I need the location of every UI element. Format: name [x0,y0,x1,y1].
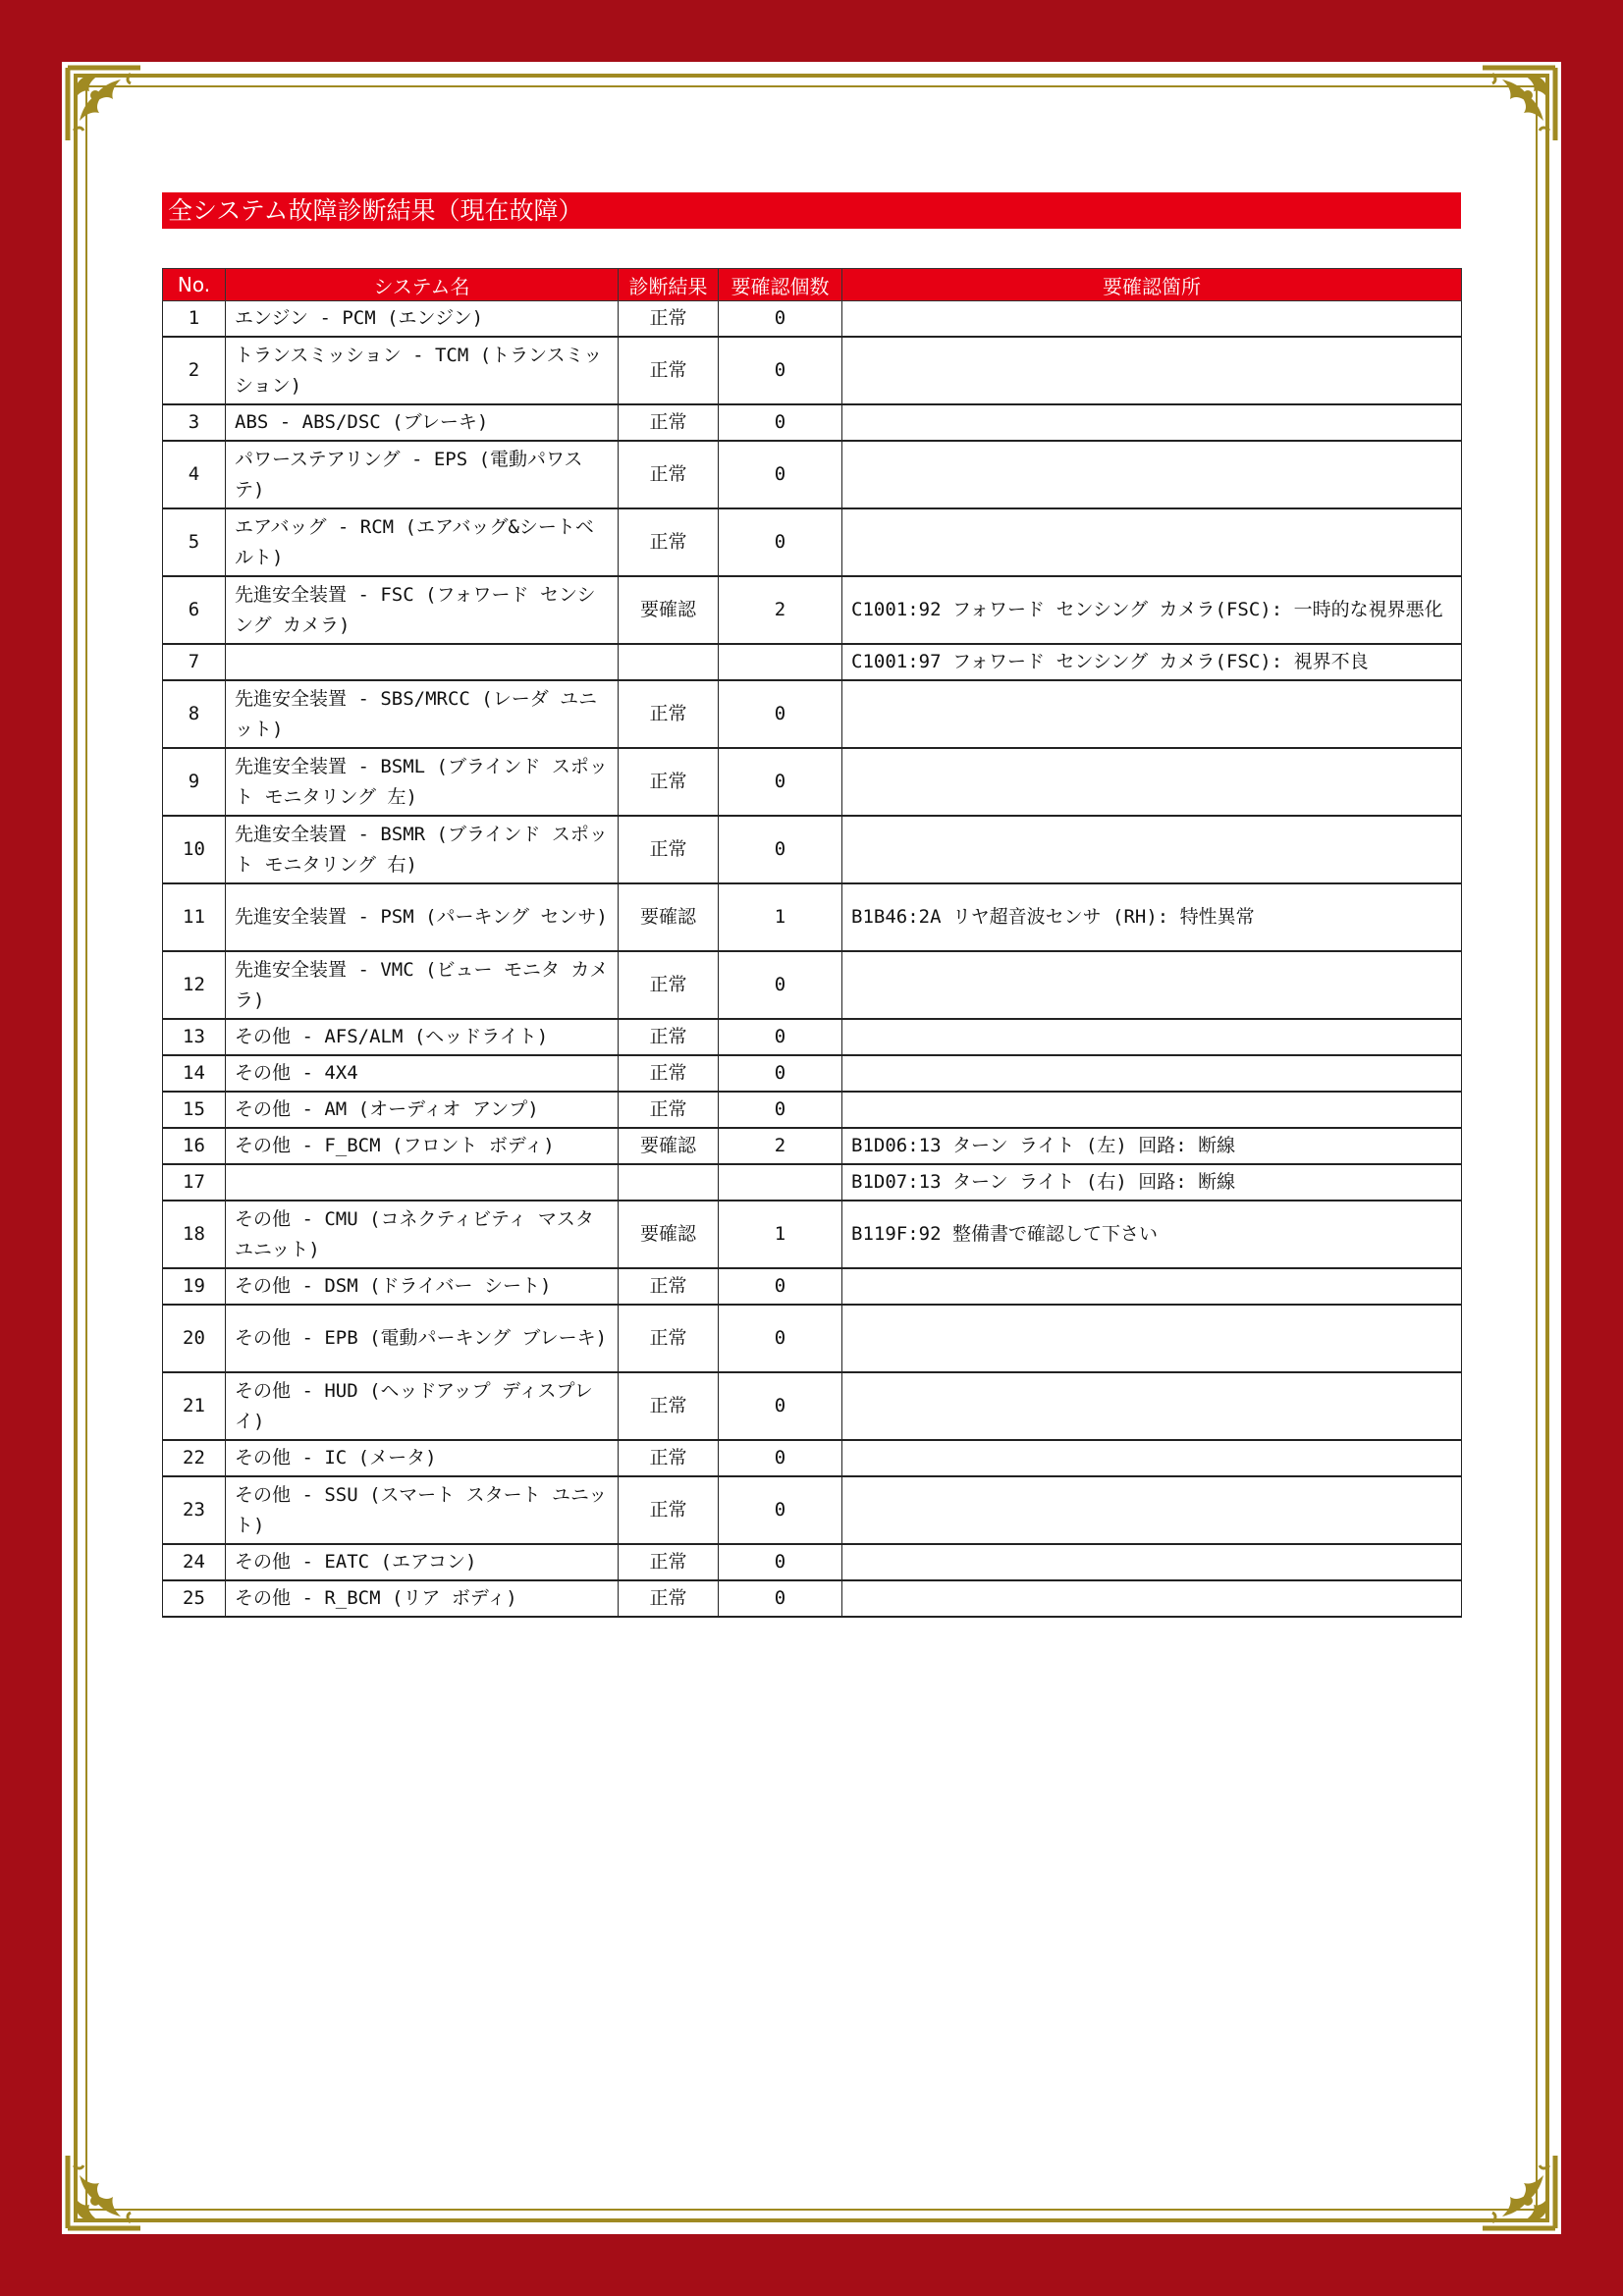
row-no: 12 [163,951,226,1019]
row-count: 0 [719,441,842,508]
row-no: 23 [163,1476,226,1544]
header-result: 診断結果 [619,269,719,301]
row-no: 4 [163,441,226,508]
row-count: 0 [719,1092,842,1128]
row-no: 1 [163,301,226,338]
row-location [842,1092,1462,1128]
table-row [163,576,1462,644]
row-system: その他 - SSU (スマート スタート ユニット) [226,1476,619,1544]
row-result: 正常 [619,1372,719,1440]
row-location [842,508,1462,576]
row-system: その他 - CMU (コネクティビティ マスタ ユニット) [226,1201,619,1268]
row-count: 0 [719,680,842,748]
row-no: 9 [163,748,226,816]
row-count: 2 [719,1128,842,1164]
row-system [226,644,619,680]
table-row [163,441,1462,508]
header-no: No. [163,269,226,301]
row-system: トランスミッション - TCM (トランスミッション) [226,337,619,404]
row-location [842,1476,1462,1544]
row-no: 17 [163,1164,226,1201]
row-no: 8 [163,680,226,748]
row-count: 0 [719,1305,842,1372]
row-location: B1D07:13 ターン ライト (右) 回路: 断線 [842,1164,1462,1201]
row-result [619,1164,719,1201]
header-system-name: システム名 [226,269,619,301]
row-system [226,1164,619,1201]
table-row [163,1019,1462,1055]
corner-ornament-icon [62,2150,146,2234]
table-row [163,1055,1462,1092]
row-result: 要確認 [619,1201,719,1268]
row-count: 1 [719,883,842,951]
row-system: 先進安全装置 - BSMR (ブラインド スポット モニタリング 右) [226,816,619,883]
row-no: 13 [163,1019,226,1055]
table-row [163,680,1462,748]
row-no: 22 [163,1440,226,1476]
row-result: 正常 [619,1440,719,1476]
table-row [163,1305,1462,1372]
row-count: 0 [719,1440,842,1476]
row-no: 7 [163,644,226,680]
row-location [842,1268,1462,1305]
row-result: 正常 [619,1580,719,1617]
row-count: 0 [719,951,842,1019]
row-result: 正常 [619,1476,719,1544]
header-location: 要確認箇所 [842,269,1462,301]
row-result: 正常 [619,508,719,576]
row-system: 先進安全装置 - PSM (パーキング センサ) [226,883,619,951]
row-count: 0 [719,1268,842,1305]
row-location [842,301,1462,338]
table-row [163,748,1462,816]
table-row [163,644,1462,680]
row-result: 正常 [619,301,719,338]
report-title: 全システム故障診断結果（現在故障） [162,192,1461,229]
row-location [842,1580,1462,1617]
row-location [842,1055,1462,1092]
table-row [163,301,1462,338]
table-row [163,1128,1462,1164]
row-no: 16 [163,1128,226,1164]
table-row [163,883,1462,951]
table-row [163,1476,1462,1544]
row-result: 要確認 [619,576,719,644]
row-result: 正常 [619,1268,719,1305]
row-result: 要確認 [619,883,719,951]
row-system: その他 - AFS/ALM (ヘッドライト) [226,1019,619,1055]
row-count: 0 [719,508,842,576]
row-location [842,441,1462,508]
row-no: 25 [163,1580,226,1617]
row-count: 1 [719,1201,842,1268]
row-no: 15 [163,1092,226,1128]
row-location [842,1372,1462,1440]
row-location: C1001:97 フォワード センシング カメラ(FSC): 視界不良 [842,644,1462,680]
row-location [842,816,1462,883]
row-count: 0 [719,1372,842,1440]
row-result: 正常 [619,441,719,508]
row-system: その他 - R_BCM (リア ボディ) [226,1580,619,1617]
row-no: 21 [163,1372,226,1440]
row-count: 0 [719,816,842,883]
table-row [163,508,1462,576]
row-result [619,644,719,680]
row-count: 0 [719,301,842,338]
row-location: B1B46:2A リヤ超音波センサ (RH): 特性異常 [842,883,1462,951]
row-result: 正常 [619,1055,719,1092]
row-system: エンジン - PCM (エンジン) [226,301,619,338]
row-result: 正常 [619,1544,719,1580]
row-count: 2 [719,576,842,644]
row-location: B119F:92 整備書で確認して下さい [842,1201,1462,1268]
row-system: その他 - EPB (電動パーキング ブレーキ) [226,1305,619,1372]
row-location [842,951,1462,1019]
table-row [163,1201,1462,1268]
table-row [163,1164,1462,1201]
row-result: 正常 [619,951,719,1019]
table-row [163,1268,1462,1305]
row-system: エアバッグ - RCM (エアバッグ&シートベルト) [226,508,619,576]
row-system: ABS - ABS/DSC (ブレーキ) [226,404,619,441]
row-result: 正常 [619,816,719,883]
row-no: 14 [163,1055,226,1092]
row-count: 0 [719,1544,842,1580]
row-no: 19 [163,1268,226,1305]
table-row [163,1440,1462,1476]
row-location [842,1440,1462,1476]
row-no: 11 [163,883,226,951]
row-result: 正常 [619,1092,719,1128]
row-count: 0 [719,1055,842,1092]
row-no: 6 [163,576,226,644]
row-result: 正常 [619,1019,719,1055]
row-no: 10 [163,816,226,883]
header-count: 要確認個数 [719,269,842,301]
row-location: B1D06:13 ターン ライト (左) 回路: 断線 [842,1128,1462,1164]
table-row [163,1580,1462,1617]
row-count: 0 [719,337,842,404]
row-system: その他 - HUD (ヘッドアップ ディスプレイ) [226,1372,619,1440]
table-header-row [163,269,1462,301]
corner-ornament-icon [1477,2150,1561,2234]
row-result: 正常 [619,337,719,404]
table-row [163,1092,1462,1128]
row-location: C1001:92 フォワード センシング カメラ(FSC): 一時的な視界悪化 [842,576,1462,644]
table-row [163,404,1462,441]
row-system: その他 - EATC (エアコン) [226,1544,619,1580]
row-count [719,644,842,680]
row-location [842,1305,1462,1372]
table-row [163,1544,1462,1580]
row-system: その他 - IC (メータ) [226,1440,619,1476]
row-location [842,680,1462,748]
row-system: その他 - F_BCM (フロント ボディ) [226,1128,619,1164]
row-count: 0 [719,1580,842,1617]
row-system: 先進安全装置 - FSC (フォワード センシング カメラ) [226,576,619,644]
table-row [163,1372,1462,1440]
row-system: その他 - 4X4 [226,1055,619,1092]
row-location [842,1019,1462,1055]
row-system: 先進安全装置 - BSML (ブラインド スポット モニタリング 左) [226,748,619,816]
row-no: 24 [163,1544,226,1580]
row-no: 18 [163,1201,226,1268]
table-row [163,337,1462,404]
row-location [842,748,1462,816]
row-location [842,337,1462,404]
corner-ornament-icon [62,62,146,146]
row-count: 0 [719,748,842,816]
row-result: 正常 [619,404,719,441]
row-no: 20 [163,1305,226,1372]
row-result: 正常 [619,748,719,816]
table-row [163,816,1462,883]
table-row [163,951,1462,1019]
row-system: その他 - AM (オーディオ アンプ) [226,1092,619,1128]
row-count: 0 [719,1019,842,1055]
row-no: 5 [163,508,226,576]
report-page [62,62,1561,2234]
row-count [719,1164,842,1201]
row-no: 2 [163,337,226,404]
row-result: 正常 [619,680,719,748]
row-system: パワーステアリング - EPS (電動パワステ) [226,441,619,508]
row-system: その他 - DSM (ドライバー シート) [226,1268,619,1305]
row-no: 3 [163,404,226,441]
row-location [842,404,1462,441]
row-result: 要確認 [619,1128,719,1164]
row-result: 正常 [619,1305,719,1372]
row-system: 先進安全装置 - VMC (ビュー モニタ カメラ) [226,951,619,1019]
corner-ornament-icon [1477,62,1561,146]
row-count: 0 [719,1476,842,1544]
row-count: 0 [719,404,842,441]
row-system: 先進安全装置 - SBS/MRCC (レーダ ユニット) [226,680,619,748]
row-location [842,1544,1462,1580]
diagnosis-table [162,268,1462,1618]
